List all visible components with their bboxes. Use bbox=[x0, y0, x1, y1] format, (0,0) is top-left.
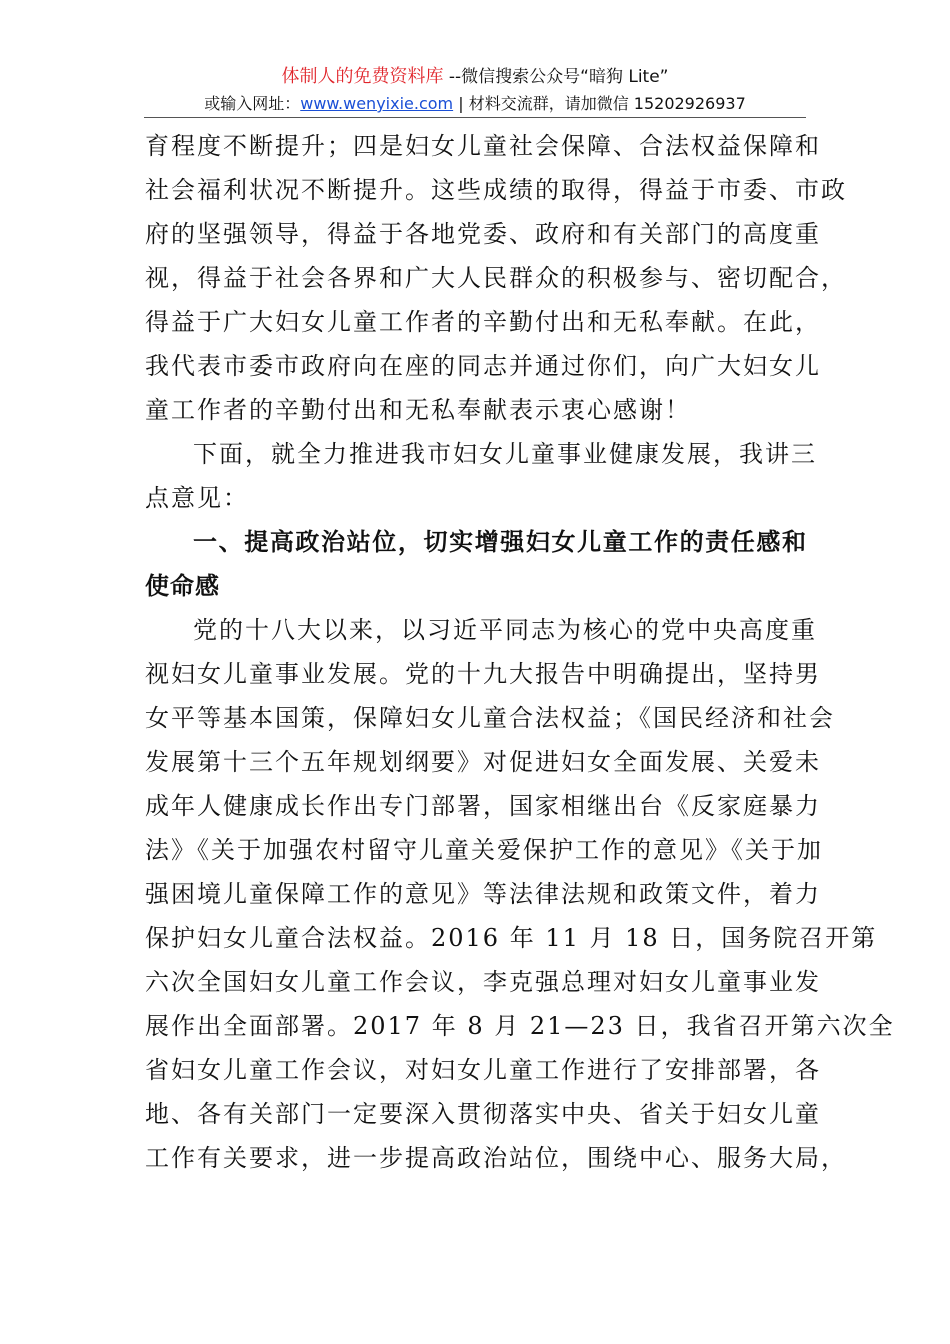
text-line: 府的坚强领导，得益于各地党委、政府和有关部门的高度重 bbox=[145, 220, 821, 248]
text-line: 党的十八大以来，以习近平同志为核心的党中央高度重 bbox=[193, 616, 817, 644]
text-line: 育程度不断提升；四是妇女儿童社会保障、合法权益保障和 bbox=[145, 132, 821, 160]
page-header bbox=[0, 64, 950, 116]
header-divider bbox=[144, 117, 806, 118]
url-prefix: 或输入网址： bbox=[204, 94, 301, 113]
text-line: 点意见： bbox=[145, 484, 249, 512]
header-contact-line bbox=[0, 92, 950, 116]
text-line: 省妇女儿童工作会议，对妇女儿童工作进行了安排部署，各 bbox=[145, 1056, 821, 1084]
text-line: 社会福利状况不断提升。这些成绩的取得，得益于市委、市政 bbox=[145, 176, 847, 204]
text-line: 成年人健康成长作出专门部署，国家相继出台《反家庭暴力 bbox=[145, 792, 821, 820]
text-line: 强困境儿童保障工作的意见》等法律法规和政策文件，着力 bbox=[145, 880, 821, 908]
brand-title: 体制人的免费资料库 bbox=[281, 66, 444, 87]
wechat-slogan: --微信搜索公众号“暗狗 Lite” bbox=[443, 67, 669, 87]
section-heading-1 bbox=[145, 520, 807, 608]
text-line: 得益于广大妇女儿童工作者的辛勤付出和无私奉献。在此， bbox=[145, 308, 821, 336]
text-line: 发展第十三个五年规划纲要》对促进妇女全面发展、关爱未 bbox=[145, 748, 821, 776]
text-line: 童工作者的辛勤付出和无私奉献表示衷心感谢！ bbox=[145, 396, 691, 424]
text-line: 工作有关要求，进一步提高政治站位，围绕中心、服务大局， bbox=[145, 1144, 847, 1172]
text-line: 保护妇女儿童合法权益。2016 年 11 月 18 日，国务院召开第 bbox=[145, 924, 878, 952]
website-link[interactable]: www.wenyixie.com bbox=[300, 94, 454, 113]
text-line: 女平等基本国策，保障妇女儿童合法权益；《国民经济和社会 bbox=[145, 704, 835, 732]
text-line: 地、各有关部门一定要深入贯彻落实中央、省关于妇女儿童 bbox=[145, 1100, 821, 1128]
paragraph-1 bbox=[145, 124, 847, 432]
paragraph-3 bbox=[145, 608, 895, 1180]
text-line: 我代表市委市政府向在座的同志并通过你们，向广大妇女儿 bbox=[145, 352, 821, 380]
text-line: 法》《关于加强农村留守儿童关爱保护工作的意见》《关于加 bbox=[145, 836, 823, 864]
document-body bbox=[145, 124, 895, 1180]
text-line: 展作出全面部署。2017 年 8 月 21—23 日，我省召开第六次全 bbox=[145, 1012, 895, 1040]
paragraph-2 bbox=[145, 432, 817, 520]
text-line: 视，得益于社会各界和广大人民群众的积极参与、密切配合， bbox=[145, 264, 847, 292]
contact-info: | 材料交流群，请加微信 15202926937 bbox=[453, 94, 746, 113]
text-line: 下面，就全力推进我市妇女儿童事业健康发展，我讲三 bbox=[193, 440, 817, 468]
text-line: 六次全国妇女儿童工作会议，李克强总理对妇女儿童事业发 bbox=[145, 968, 821, 996]
header-title-line bbox=[0, 64, 950, 90]
heading-line: 使命感 bbox=[145, 572, 220, 600]
heading-line: 一、提高政治站位，切实增强妇女儿童工作的责任感和 bbox=[193, 528, 807, 556]
text-line: 视妇女儿童事业发展。党的十九大报告中明确提出，坚持男 bbox=[145, 660, 821, 688]
